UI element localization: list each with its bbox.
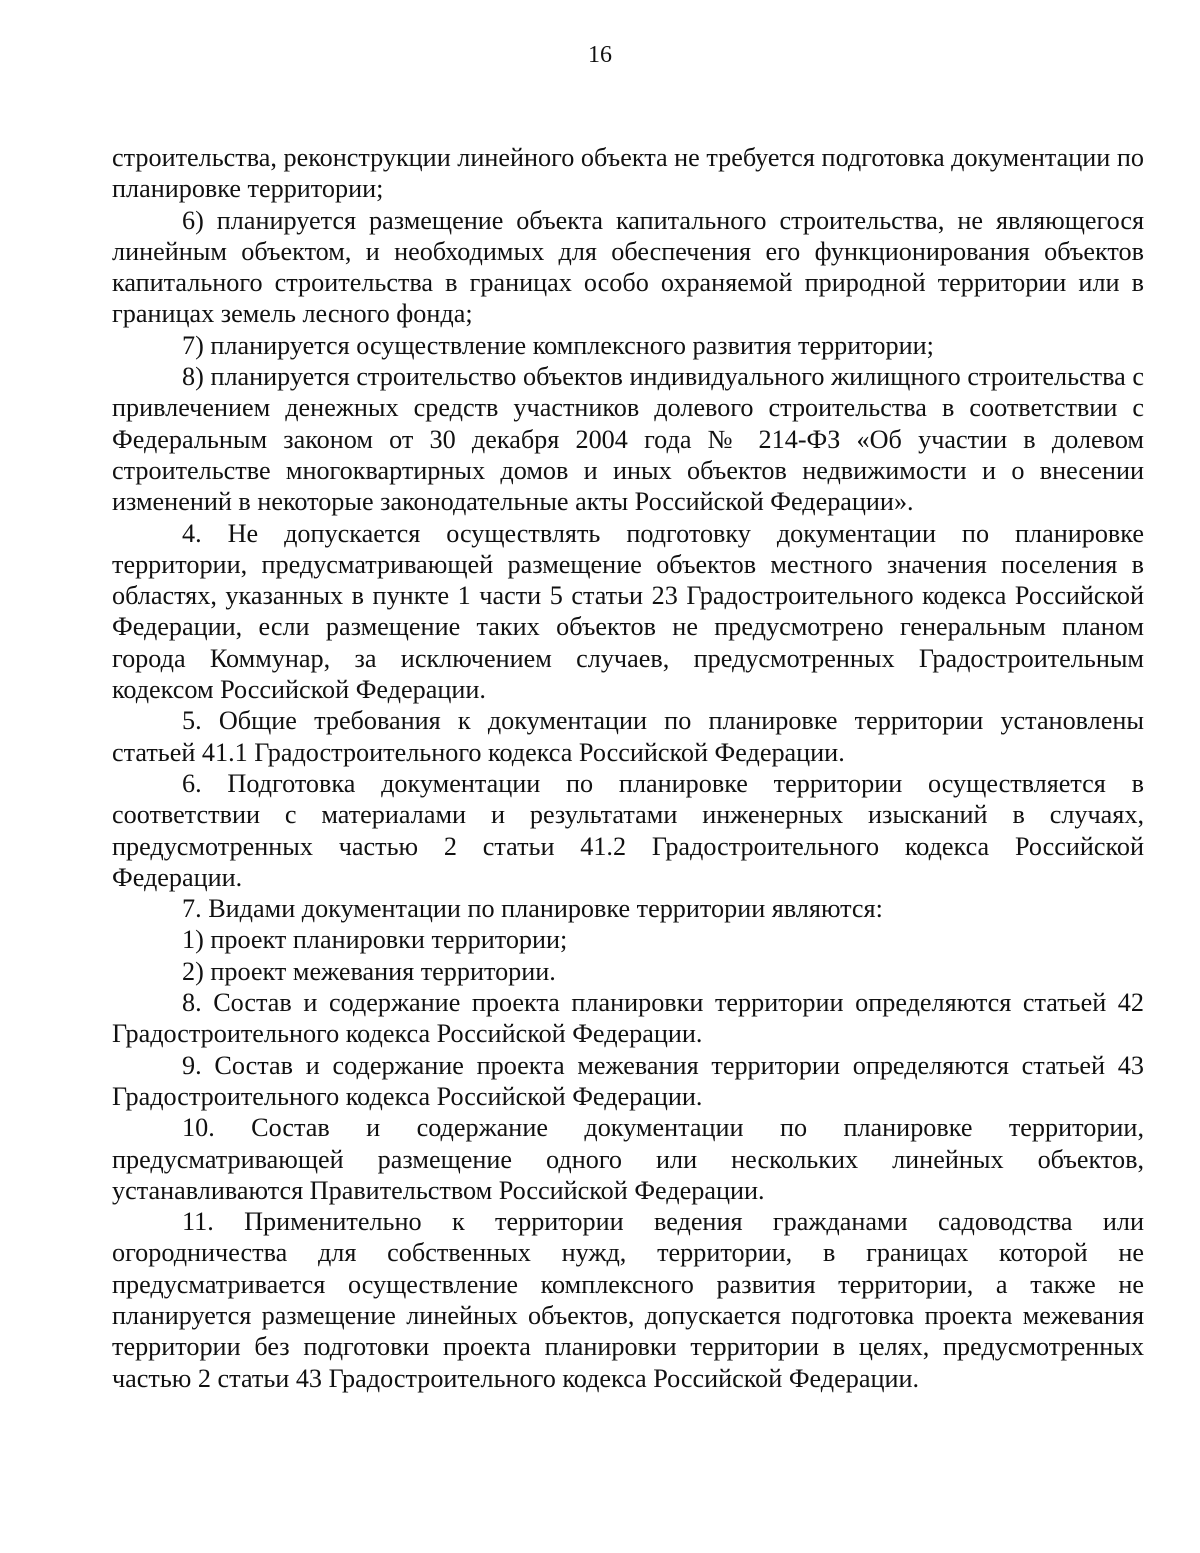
paragraph: 6. Подготовка документации по планировке территории осуществляется в соответствии с материалами и результатами инженерных изысканий в случаях, предусмотренных частью 2 статьи 41.2 Градостроительного кодекса Российской Федерации. — [112, 768, 1144, 892]
paragraph: 9. Состав и содержание проекта межевания территории определяются статьей 43 Градостроительного кодекса Российской Федерации. — [112, 1050, 1144, 1111]
paragraph: 5. Общие требования к документации по планировке территории установлены статьей 41.1 Градостроительного кодекса Российской Федерации. — [112, 706, 1144, 767]
paragraph: 2) проект межевания территории. — [182, 956, 556, 986]
paragraph: 6) планируется размещение объекта капитального строительства, не являющегося линейным объектом, и необходимых для обеспечения его функционирования объектов капитального строительства в границах особо охраняемой природной территории или в границах земель лесного фонда; — [112, 205, 1144, 329]
paragraph: 4. Не допускается осуществлять подготовку документации по планировке территории, предусматривающей размещение объектов местного значения поселения в областях, указанных в пункте 1 части 5 статьи 23 Градостроительного кодекса Российской Федерации, если размещение таких объектов не предусмотрено генеральным планом города Коммунар, за исключением случаев, предусмотренных Градостроительным кодексом Российской Федерации. — [112, 518, 1144, 705]
paragraph: 8) планируется строительство объектов индивидуального жилищного строительства с привлечением денежных средств участников долевого строительства в соответствии с Федеральным законом от 30 декабря 2004 года № 214-ФЗ «Об участии в долевом строительстве многоквартирных домов и иных объектов недвижимости и о внесении изменений в некоторые законодательные акты Российской Федерации». — [112, 362, 1144, 517]
paragraph: 11. Применительно к территории ведения гражданами садоводства или огородничества для собственных нужд, территории, в границах которой не предусматривается осуществление комплексного развития территории, а также не планируется размещение линейных объектов, допускается подготовка проекта межевания территории без подготовки проекта планировки территории в целях, предусмотренных частью 2 статьи 43 Градостроительного кодекса Российской Федерации. — [112, 1207, 1144, 1393]
paragraph: 8. Состав и содержание проекта планировки территории определяются статьей 42 Градостроительного кодекса Российской Федерации. — [112, 988, 1144, 1049]
paragraph: 7. Видами документации по планировке территории являются: — [182, 894, 883, 924]
page-number: 16 — [588, 42, 612, 68]
paragraph: 1) проект планировки территории; — [182, 925, 568, 955]
paragraph: строительства, реконструкции линейного объекта не требуется подготовка документации по планировке территории; — [112, 143, 1144, 204]
paragraph: 7) планируется осуществление комплексного развития территории; — [182, 330, 934, 360]
document-body — [112, 142, 1144, 1394]
paragraph: 10. Состав и содержание документации по планировке территории, предусматривающей размещение одного или нескольких линейных объектов, устанавливаются Правительством Российской Федерации. — [112, 1113, 1144, 1205]
